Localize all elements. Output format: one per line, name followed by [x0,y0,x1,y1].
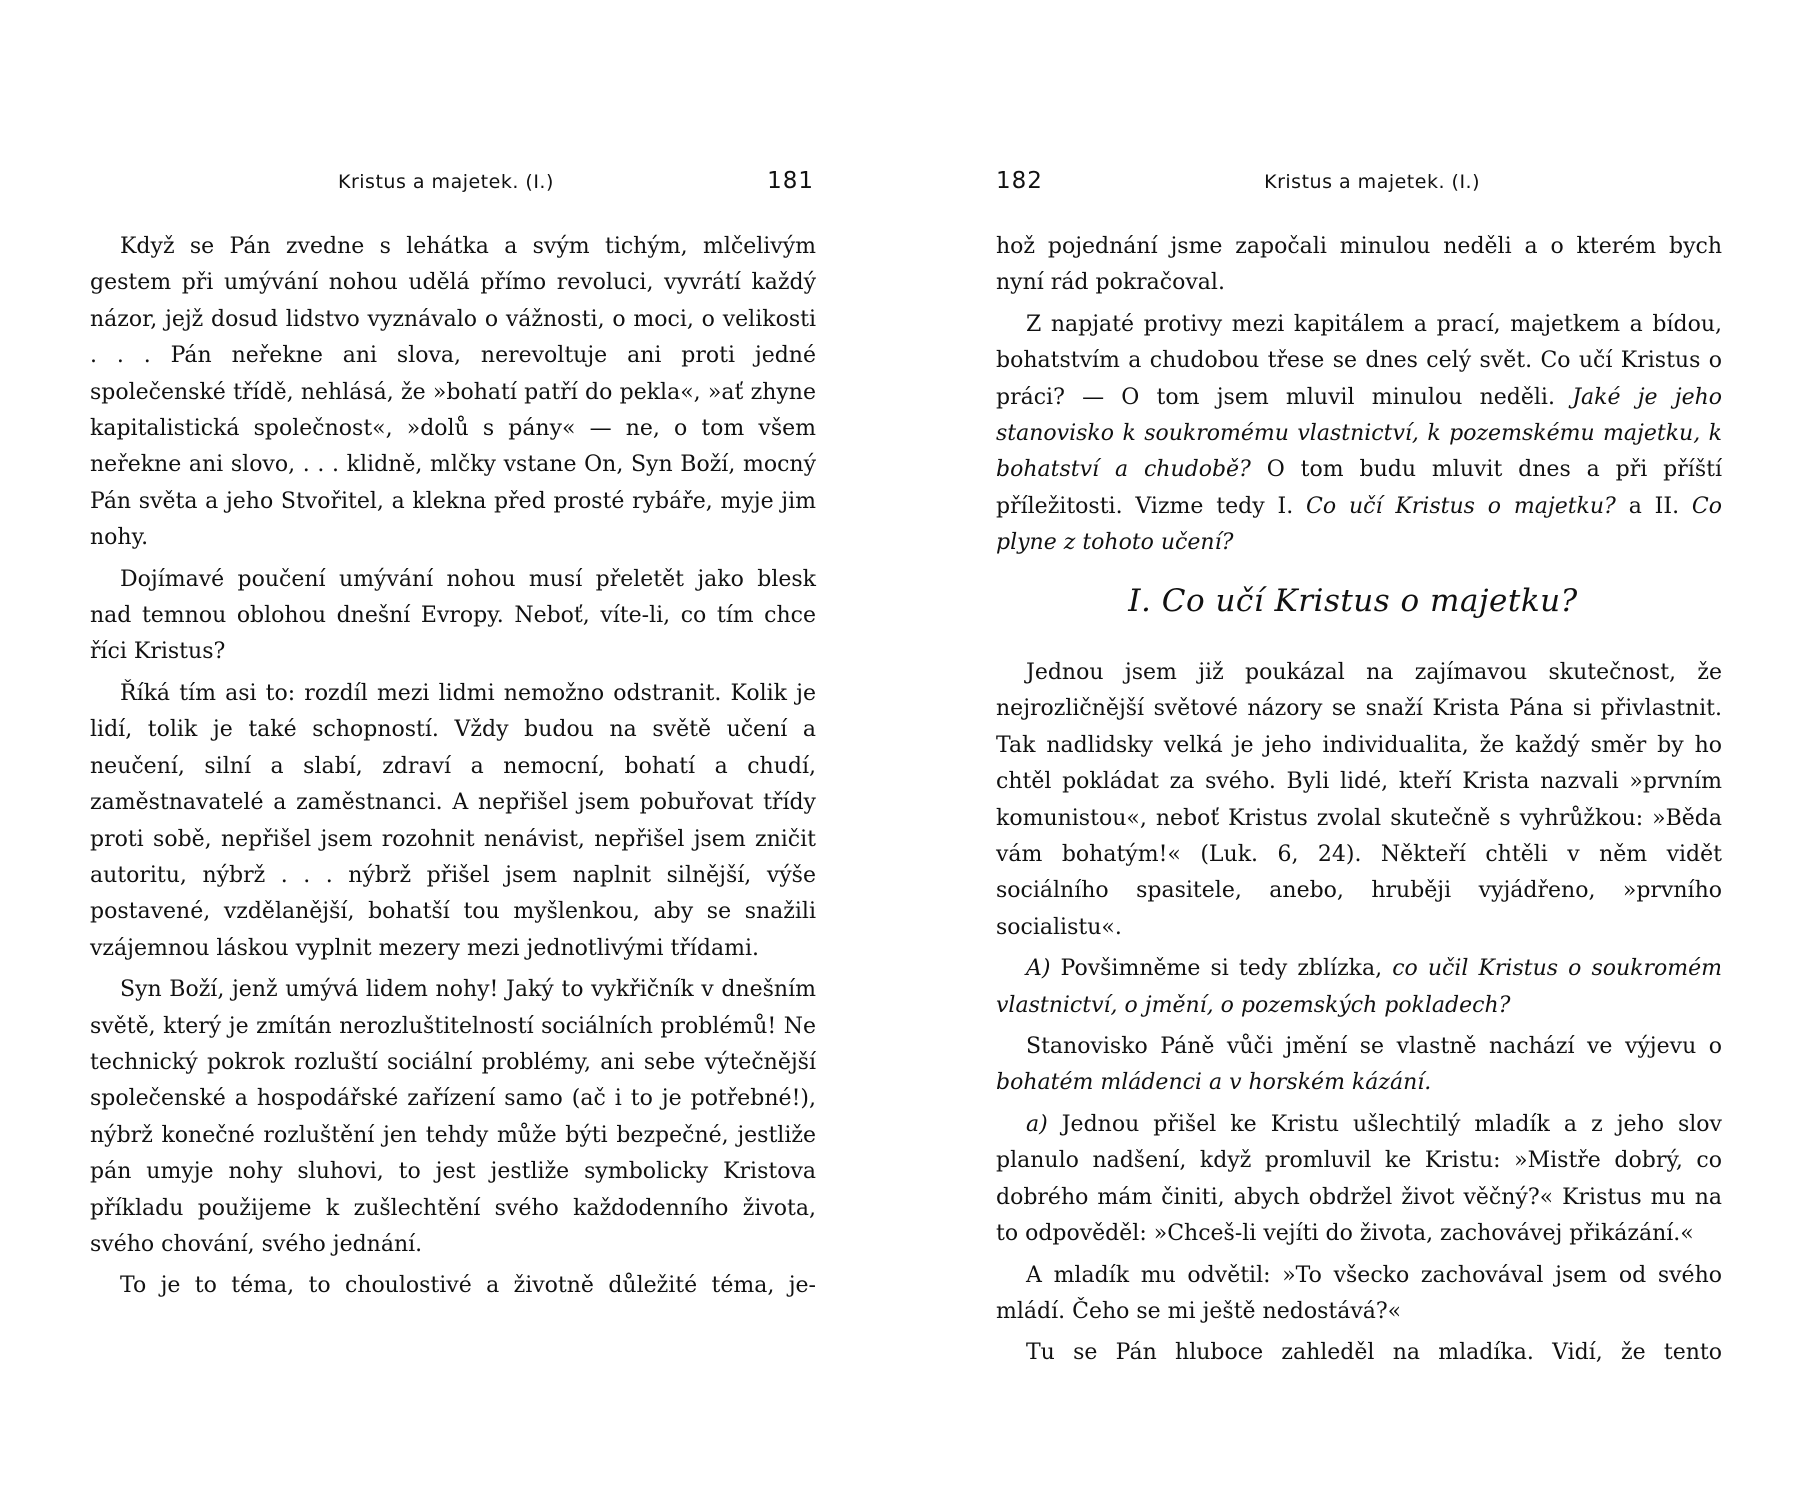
text-run: Stanovisko Páně vůči jmění se vlastně nachází ve výjevu o [1026,1034,1722,1060]
italic-run: Co plyne z tohoto učení? [996,493,1722,556]
paragraph: A mladík mu odvětil: »To všecko zachovával jsem od svého mládí. Čeho se mi ještě nedostává?« [996,1262,1722,1324]
text-run: a II. [1615,493,1692,519]
italic-run: Co učí Kristus o majetku? [1306,493,1616,519]
running-title-left: Kristus a majetek. (I.) [338,171,554,193]
text-run: Jednou přišel ke Kristu ušlechtilý mladík a z jeho slov planulo nadšení, když promluvil ke Kristu: »Mistře dobrý, co dobrého mám činiti, abych obdržel život věčný?« Kristus mu na to odpověděl: »Chceš-li vejíti do života, zachovávej přikázání.« [996,1111,1722,1247]
paragraph [996,307,1722,562]
italic-run: co učil Kristus o soukromém vlastnictví, o jmění, o pozemských pokladech? [996,956,1722,1018]
text-run: O tom budu mluvit dnes a při příští příležitosti. Vizme tedy I. [996,457,1722,519]
paragraph [996,951,1722,1024]
page-number-right: 182 [996,168,1043,194]
paragraph: Dojímavé poučení umývání nohou musí přeletět jako blesk nad temnou oblohou dnešní Evropy. Neboť, víte-li, co tím chce říci Kristus? [90,566,816,665]
running-title-right: Kristus a majetek. (I.) [1264,171,1480,193]
paragraph: Říká tím asi to: rozdíl mezi lidmi nemožno odstranit. Kolik je lidí, tolik je také schopností. Vždy budou na světě učení a neučení, silní a slabí, zdraví a nemocní, bohatí a chudí, zaměstnavatelé a zaměstnanci. A nepřišel jsem pobuřovat třídy proti sobě, nepřišel jsem rozohnit nenávist, nepřišel jsem zničit autoritu, nýbrž . . . nýbrž přišel jsem naplnit silnější, výše postavené, vzdělanější, bohatší tou myšlenkou, aby se snažili vzájemnou láskou vyplnit mezery mezi jednotlivými třídami. [90,680,816,961]
paragraph: Tu se Pán hluboce zahleděl na mladíka. Vidí, že tento [1026,1340,1722,1366]
paragraph: Jednou jsem již poukázal na zajímavou skutečnost, že nejrozličnější světové názory se snaží Krista Pána si přivlastnit. Tak nadlidsky velká je jeho individualita, že každý směr by ho chtěl pokládat za svého. Byli lidé, kteří Krista nazvali »prvním komunistou«, neboť Kristus zvolal skutečně s vyhrůžkou: »Běda vám bohatým!« (Luk. 6, 24). Někteří chtěli v něm vidět sociálního spasitele, anebo, hruběji vyjádřeno, »prvního socialistu«. [996,660,1722,940]
running-head-right [996,168,1722,204]
paragraph: hož pojednání jsme započali minulou neděli a o kterém bych nyní rád pokračoval. [996,234,1722,296]
left-body-text [90,229,816,1310]
right-body-text-top [996,229,1722,567]
page-number-left: 181 [767,168,814,194]
text-run: Z napjaté protivy mezi kapitálem a prací, majetkem a bídou, bohatstvím a chudobou třese se dnes celý svět. Co učí Kristus o práci? — O tom jsem mluvil minulou neděli. [996,311,1722,410]
paragraph: Syn Boží, jenž umývá lidem nohy! Jaký to vykřičník v dnešním světě, který je zmítán nerozluštitelností sociálních problémů! Ne technický pokrok rozluští sociální problémy, ani sebe výtečnější společenské a hospodářské zařízení samo (ač i to je potřebné!), nýbrž konečné rozluštění jen tehdy může býti bezpečné, jestliže pán umyje nohy sluhovi, to jest jestliže symbolicky Kristova příkladu použijeme k zušlechtění svého každodenního života, svého chování, svého jednání. [90,977,816,1257]
right-page [902,0,1804,1500]
paragraph: Když se Pán zvedne s lehátka a svým tichým, mlčelivým gestem při umývání nohou udělá přímo revoluci, vyvrátí každý názor, jejž dosud lidstvo vyznávalo o vážnosti, o moci, o velikosti . . . Pán neřekne ani slova, nerevoltuje ani proti jedné společenské třídě, nehlásá, že »bohatí patří do pekla«, »ať zhyne kapitalistická společnost«, »dolů s pány« — ne, o tom všem neřekne ani slovo, . . . klidně, mlčky vstane On, Syn Boží, mocný Pán světa a jeho Stvořitel, a klekna před prosté rybáře, myje jim nohy. [90,234,816,551]
running-head-left [90,168,814,204]
italic-run: a) [1026,1111,1048,1137]
paragraph: To je to téma, to choulostivé a životně důležité téma, je- [120,1273,816,1299]
text-run: Povšimněme si tedy zblízka, [1050,956,1393,982]
paragraph [996,1107,1722,1253]
right-body-text-bottom [996,655,1722,1377]
italic-run: A) [1026,956,1051,982]
paragraph [996,1029,1722,1102]
italic-run: bohatém mládenci a v horském kázání. [996,1070,1432,1096]
section-heading: I. Co učí Kristus o majetku? [1128,583,1578,619]
italic-run: Jaké je jeho stanovisko k soukromému vlastnictví, k pozemskému majetku, k bohatství a chudobě? [996,384,1722,483]
